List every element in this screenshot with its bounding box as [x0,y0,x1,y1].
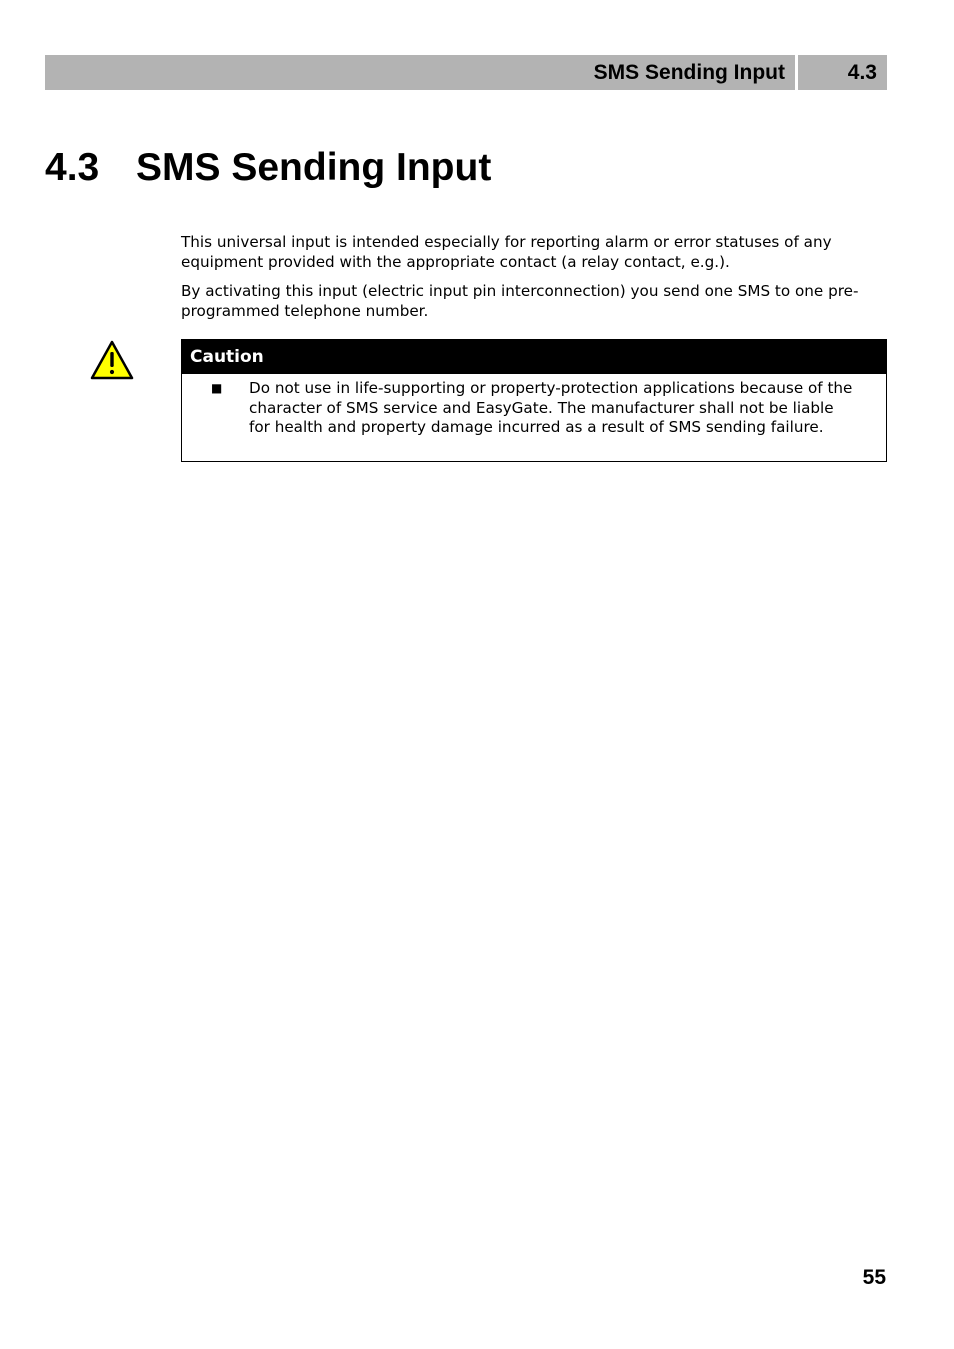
caution-list-item [182,374,886,438]
body-paragraph: This universal input is intended especially for reporting alarm or error statuses of any equipment provided with the appropriate contact (a relay contact, e.g.). [181,233,832,271]
section-title: SMS Sending Input [136,146,492,189]
square-bullet-icon: ■ [211,381,223,395]
section-number: 4.3 [45,146,100,189]
running-header-section: 4.3 [798,55,887,90]
caution-title: Caution [182,340,886,374]
section-heading [45,146,491,190]
running-header [45,55,887,90]
caution-text: Do not use in life-supporting or property-protection applications because of the character of SMS service and EasyGate. The manufacturer shall not be liable for health and property damage incurred as a result of SMS sending failure. [249,379,853,436]
running-header-title: SMS Sending Input [45,55,795,90]
caution-box [181,339,887,462]
body-paragraph: By activating this input (electric input pin interconnection) you send one SMS to one pre-programmed telephone number. [181,282,859,320]
page-number: 55 [862,1266,886,1289]
warning-triangle-icon [90,340,134,380]
